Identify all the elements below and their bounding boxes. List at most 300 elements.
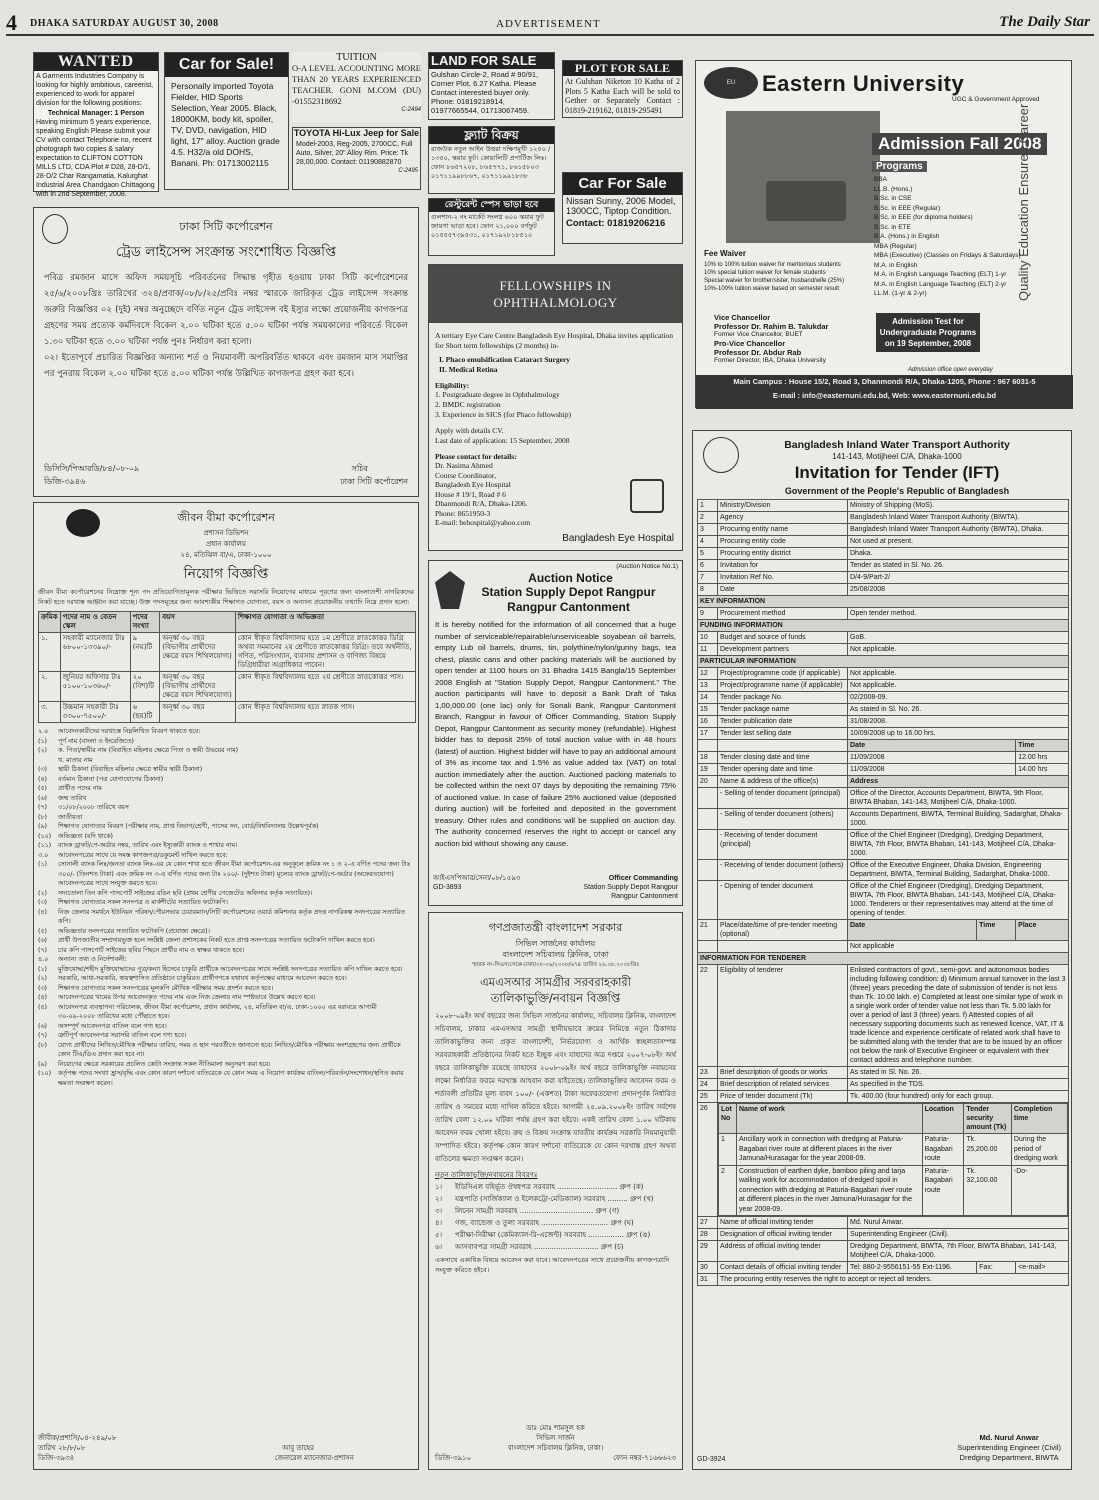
jbc-section-number: (১০) bbox=[38, 832, 52, 840]
auction-ref: আইএসপিআর/সেনা/০৮/১৫৯৩ bbox=[433, 875, 521, 882]
biwta-table-cell: Price of tender document (Tk) bbox=[718, 1091, 848, 1103]
biwta-table-row bbox=[698, 572, 1069, 584]
jbc-section-row bbox=[38, 794, 414, 804]
jbc-section-number: (১) bbox=[38, 737, 47, 745]
biwta-table-cell: 2 bbox=[698, 512, 718, 524]
biwta-table-cell: Eligibility of tenderer bbox=[718, 965, 848, 1067]
biwta-table-cell: 27 bbox=[698, 1217, 718, 1229]
auction-notice bbox=[428, 560, 683, 906]
biwta-table-cell: Time bbox=[977, 920, 1016, 941]
eu-program-item: M.A. in English Language Teaching (ELT) 1-yr bbox=[874, 271, 1007, 278]
eu-program-item: MBA (Regular) bbox=[874, 242, 917, 250]
biwta-table-cell: Not applicable bbox=[848, 941, 1069, 953]
jbc-section-row bbox=[38, 936, 414, 946]
civil-list-item bbox=[435, 1181, 676, 1193]
fellowship-contact-line: E-mail: behospital@yahoo.com bbox=[435, 518, 531, 527]
biwta-table-cell: Tel: 880-2-9556151-55 Ext-1196. bbox=[848, 1262, 977, 1274]
eu-photo-detail bbox=[766, 181, 846, 221]
biwta-table-cell: 30 bbox=[698, 1262, 718, 1274]
biwta-table-cell: 16 bbox=[698, 716, 718, 728]
eu-campus-photo bbox=[726, 111, 880, 243]
fellowship-contact-line: Course Coordinator, bbox=[435, 470, 496, 480]
biwta-table-row bbox=[698, 1079, 1069, 1091]
jbc-table-cell: ৩. bbox=[39, 702, 61, 723]
jbc-section-row bbox=[38, 1031, 414, 1041]
biwta-lot-cell: Tk. 25,200.00 bbox=[964, 1134, 1012, 1166]
biwta-table-cell: 14.00 hrs bbox=[1016, 764, 1069, 776]
biwta-table-cell: 26 bbox=[698, 1103, 718, 1217]
car-sale-2-contact: Contact: 01819206216 bbox=[566, 218, 666, 229]
biwta-table-cell: Not used at present. bbox=[848, 536, 1069, 548]
wanted-details: Having minimum 5 years experience, speaking English Please submit your CV with contact Telephone no, recent photograph two copies & salary expectation to CLIFTON COTTON MILLS LTD, CDA Plot # D28, 28-D/1, 28-D/2 Char Rangamatia, Kalurghat Industrial Area Chandgaon Chittagong with in 2nd September, 2008. bbox=[36, 119, 155, 198]
eu-banner: Admission Fall 2008 bbox=[872, 133, 1047, 155]
jbc-section-text: অন্যান্য তথ্য ও নির্দেশাবলী: bbox=[58, 956, 127, 963]
jbc-section-number: (৯) bbox=[38, 1060, 47, 1068]
toyota-body: Model-2003, Reg-2005, 2700CC, Full Auto, Silver, 20" Alloy Rim. Price: Tk 28,00,000. Contact: 01190882870 bbox=[296, 141, 413, 166]
biwta-lots-cell bbox=[718, 1103, 1069, 1217]
biwta-table-row bbox=[698, 656, 1069, 668]
jbc-section-text: যোগ্য প্রার্থীদের লিখিত/মৌখিক পরীক্ষার তারিখ, সময় ও স্থান পরবর্তীতে জানানো হবে। লিখিত/মৌখিক পরীক্ষায় অংশগ্রহণের জন্য প্রার্থীকে কোন টিএ/ডিএ প্রদান করা হবে না। bbox=[58, 1041, 401, 1058]
biwta-table-row bbox=[698, 764, 1069, 776]
biwta-table-row bbox=[698, 920, 1069, 941]
jbc-section-row bbox=[38, 746, 414, 756]
biwta-table-cell: 23 bbox=[698, 1067, 718, 1079]
jbc-date: তারিখ ২৮/৮/০৮ bbox=[38, 1444, 86, 1452]
dcc-logo bbox=[42, 214, 68, 244]
eu-fee-item: 10%-100% tuition waiver based on semester result bbox=[704, 286, 840, 292]
jbc-header-cell: বয়স bbox=[160, 612, 236, 633]
biwta-table-cell: - Receiving of tender document (principal) bbox=[718, 830, 848, 860]
tuition-body: O-A LEVEL ACCOUNTING MORE THAN 20 YEARS EXPERIENCED TEACHER. GONI M.COM (DU) -01552318692 bbox=[292, 63, 421, 106]
biwta-table-cell: 10/09/2008 up to 16.00 hrs. bbox=[848, 728, 1069, 740]
jbc-section-row bbox=[38, 841, 414, 851]
biwta-lot-cell: Construction of earthen dyke, bamboo piling and tarja walling work for accommodation of dredged spoil in connection with dredging at Paturia-Bagabari river route at different places in the river Jamuna/Hurasagar for the year 2008-09. bbox=[736, 1165, 922, 1216]
jbc-section-text: ব্যাংক ড্রাফট/পে-অর্ডার নম্বর, তারিখ এবং ইস্যুকারী ব্যাংক ও শাখার নাম। bbox=[58, 842, 238, 849]
jbc-table-cell: ২০ (বিশ)টি bbox=[130, 672, 160, 702]
biwta-table-row bbox=[698, 1262, 1069, 1274]
biwta-table-cell: 12.00 hrs bbox=[1016, 752, 1069, 764]
eu-pvc-note: Former Director, IBA, Dhaka University bbox=[714, 357, 826, 364]
jbc-section-row bbox=[38, 851, 414, 861]
jbc-section-row bbox=[38, 1022, 414, 1032]
biwta-table-row bbox=[698, 620, 1069, 632]
biwta-table-cell: Accounts Department, BIWTA, Terminal Building, Sadarghat, Dhaka-1000. bbox=[848, 809, 1069, 830]
biwta-section-heading: FUNDING INFORMATION bbox=[698, 620, 1069, 632]
biwta-table-cell: Ministry of Shipping (MoS). bbox=[848, 500, 1069, 512]
civil-list-item bbox=[435, 1241, 676, 1253]
biwta-lot-cell: 1 bbox=[719, 1134, 737, 1166]
biwta-table-cell: 11/09/2008 bbox=[848, 764, 1016, 776]
biwta-table-cell: Office of the Chief Engineer (Dredging), Dredging Department, BIWTA, 7th Floor, BIWTA Bhaban, 141-143, Motijheel C/A, Dhaka-1000. Tenderers or their representatives may attend at the time of opening of tender. bbox=[848, 881, 1069, 920]
jbc-code: ডিজি-৩৯৩৪ bbox=[38, 1454, 75, 1462]
biwta-table-cell bbox=[698, 740, 718, 752]
biwta-lots-table bbox=[718, 1103, 1068, 1216]
eu-program-item: B.Sc. in CSE bbox=[874, 195, 912, 202]
biwta-table-cell: 1 bbox=[698, 500, 718, 512]
biwta-table-cell: 9 bbox=[698, 608, 718, 620]
biwta-lot-row bbox=[719, 1165, 1068, 1216]
jbc-section-number: (১১) bbox=[38, 842, 52, 849]
car-sale-2-title: Car For Sale bbox=[563, 173, 682, 195]
biwta-table-row bbox=[698, 560, 1069, 572]
issue-date: DHAKA SATURDAY AUGUST 30, 2008 bbox=[30, 18, 219, 29]
jbc-section-number: (৭) bbox=[38, 1032, 48, 1039]
eu-logo: EU bbox=[704, 67, 758, 99]
flat-sale-body: রাজউক নতুন আইন উত্তরা দক্ষিণমুখী ১২৫০ / ১৩৫০, স্কয়ার ফুট। কোয়ালিটি প্রপার্টিজ লিঃ। ফোন ৮৬৫৭২০৮, ৮৬৫৭৭১, ৮৬১৫৮০৩ ০১৭১১৯৯৮৮৬৭, ০১৭১১৯৯১৮৩৮ bbox=[431, 145, 551, 180]
jbc-signer: আবু তাহের bbox=[282, 1444, 314, 1452]
civil-code: ডিজি-৩৯১০ bbox=[435, 1454, 472, 1462]
dcc-code: ডিজি-৩৯৪৬ bbox=[44, 477, 86, 486]
restaurant-title: রেস্টুরেন্ট স্পেস ভাড়া হবে bbox=[429, 199, 554, 212]
biwta-org: Bangladesh Inland Water Transport Authority bbox=[784, 439, 1010, 451]
jbc-table-cell: কোন স্বীকৃত বিশ্ববিদ্যালয় হতে ২য় শ্রেণীতে স্নাতকোত্তর পাস। bbox=[235, 672, 415, 702]
jbc-section-text: জাতীয়তা bbox=[58, 813, 83, 821]
dcc-ref: ডিসিসি/পিআরডি/৮৪/০৮-০৯ bbox=[44, 464, 140, 473]
jbc-section-row bbox=[38, 765, 414, 775]
eu-vc-name: Professor Dr. Rahim B. Talukdar bbox=[714, 322, 829, 331]
biwta-table-cell bbox=[718, 740, 848, 752]
jbc-table-cell: ৯ (নয়)টি bbox=[130, 633, 160, 672]
restaurant-body: গুলশান-২ নং মার্কেট সংলগ্ন ৬০০ স্কয়ার ফুট জায়গা ভাড়া হবে। ফোন ২১,০০০ বর্গফুট ০১৫৫৫৭৩৯৫৩১, ০১৭১৯২৮১৮৫১০ bbox=[431, 213, 544, 239]
biwta-table-cell: 17 bbox=[698, 728, 718, 740]
biwta-table-row bbox=[698, 500, 1069, 512]
jbc-section-row bbox=[38, 803, 414, 813]
jbc-ref: জীবীক/প্রশাসি/০৪-২৪৯/০৮ bbox=[38, 1434, 117, 1442]
jbc-section-row bbox=[38, 1003, 414, 1022]
biwta-table-cell: Not applicable. bbox=[848, 680, 1069, 692]
jbc-table-cell: কোন স্বীকৃত বিশ্ববিদ্যালয় হতে স্নাতক পাস। bbox=[235, 702, 415, 723]
toyota-title: TOYOTA Hi-Lux Jeep for Sale bbox=[293, 128, 420, 138]
jbc-section-number: (৫) bbox=[38, 785, 47, 792]
jbc-section-row bbox=[38, 974, 414, 984]
jbc-section-row bbox=[38, 984, 414, 994]
auction-note: (Auction Notice No.1) bbox=[616, 563, 678, 570]
biwta-table-cell: Brief description of goods or works bbox=[718, 1067, 848, 1079]
fellowship-eligibility-item: 1. Postgraduate degree in Ophthalmology bbox=[435, 390, 560, 399]
jbc-table-cell: ১. bbox=[39, 633, 61, 672]
biwta-table-cell: 13 bbox=[698, 680, 718, 692]
eye-hospital-logo bbox=[630, 479, 664, 513]
jbc-section-row bbox=[38, 993, 414, 1003]
biwta-table-cell: Enlisted contractors of govt., semi-govt. and autonomous bodies including following condition: d) Minimum annual turnover in the last 3 (three) years preceding the date of submission of tender is not less than Tk. 10.00 lakh. e) Completed at least one similar type of work in a single work order of tender value not less than Tk. 5.00 lakh for over a period of last 3 (three) years. f) Attested copies of all necessary supporting documents such as renewed licence, VAT, IT & trade licence and experience certificate of related work shall have to be submitted along with the tender that are to be issued by an officer not below the rank of Executive Engineer or equivalent with their contact address and telephone number. bbox=[848, 965, 1069, 1067]
fellowship-eligibility bbox=[429, 390, 682, 420]
car-sale-2-body: Nissan Sunny, 2006 Model, 1300CC, Tiptop Condition. bbox=[566, 196, 676, 216]
jbc-posts-table bbox=[38, 611, 416, 723]
eu-approval: UGC & Government Approved bbox=[952, 96, 1040, 103]
biwta-table-cell: Place bbox=[1016, 920, 1069, 941]
jbc-org: জীবন বীমা কর্পোরেশন bbox=[177, 511, 275, 524]
biwta-table-row bbox=[698, 548, 1069, 560]
biwta-signer-title: Superintending Engineer (Civil) bbox=[957, 1443, 1061, 1452]
biwta-table-cell: Procurement method bbox=[718, 608, 848, 620]
jbc-section-row bbox=[38, 898, 414, 908]
biwta-title: Invitation for Tender (IFT) bbox=[794, 463, 1000, 482]
biwta-table-cell: Date bbox=[718, 584, 848, 596]
biwta-table-cell: 31/08/2008. bbox=[848, 716, 1069, 728]
biwta-table-cell: As stated in Sl. No. 26. bbox=[848, 704, 1069, 716]
eu-program-item: BBA bbox=[874, 176, 888, 183]
biwta-table-cell: Tender publication date bbox=[718, 716, 848, 728]
jbc-table-cell: উচ্চমান সহকারী টাঃ ৩৩০০-৭৫০০/- bbox=[60, 702, 130, 723]
biwta-table-cell: D/4-9/Part-2/ bbox=[848, 572, 1069, 584]
civil-list-item bbox=[435, 1193, 676, 1205]
biwta-table-cell: Brief description of related services bbox=[718, 1079, 848, 1091]
fellowship-eligibility-item: 2. BMDC registration bbox=[435, 400, 501, 409]
eu-programs-items bbox=[874, 175, 1022, 299]
fellowship-contact-line: Dhanmondi R/A, Dhaka-1206. bbox=[435, 499, 528, 508]
biwta-table-cell: As stated in Sl. No. 26. bbox=[848, 1067, 1069, 1079]
biwta-table-cell: 3 bbox=[698, 524, 718, 536]
eu-program-item: B.A. (Hons.) in English bbox=[874, 233, 940, 240]
car-sale-ad bbox=[164, 52, 289, 190]
fellowship-last-date: Last date of application: 15 September, 2008 bbox=[435, 436, 570, 445]
civil-item-text: ইডিসিএল বহির্ভূত ঔষধপত্র সরবরাহ ........................... গ্রুপ (ক) bbox=[455, 1183, 644, 1191]
jbc-section-row bbox=[38, 784, 414, 794]
biwta-table-cell: - Selling of tender document (principal) bbox=[718, 788, 848, 809]
fellowship-intro: A tertiary Eye Care Centre Bangladesh Eye Hospital, Dhaka invites application for Short term fellowships (2 months) in- bbox=[435, 331, 674, 350]
eu-program-item: LL.B. (Hons.) bbox=[874, 185, 913, 193]
biwta-table-cell: - Opening of tender document bbox=[718, 881, 848, 920]
jbc-table-cell: ৬ (ছয়)টি bbox=[130, 702, 160, 723]
biwta-table-cell: Place/date/time of pre-tender meeting (optional) bbox=[718, 920, 848, 941]
civil-list-item bbox=[435, 1205, 676, 1217]
eu-footer bbox=[696, 375, 1073, 409]
jbc-section-number: (১) bbox=[38, 965, 47, 973]
eu-admission-test: Admission Test for Undergraduate Programs on 19 September, 2008 bbox=[876, 313, 980, 352]
fellowship-logo-text: Bangladesh Eye Hospital bbox=[562, 533, 674, 544]
biwta-table-cell: Budget and source of funds bbox=[718, 632, 848, 644]
biwta-table-cell: <e-mail> bbox=[1016, 1262, 1069, 1274]
dcc-footer bbox=[44, 462, 408, 488]
eu-fee-list bbox=[704, 261, 862, 293]
auction-title: Auction Notice bbox=[528, 571, 613, 585]
civil-item-text: আসবাবপত্র সামগ্রী সরবরাহ ............................. গ্রুপ (চ) bbox=[455, 1243, 624, 1251]
jbc-signer-title: জেনারেল ম্যানেজার-প্রশাসন bbox=[274, 1454, 354, 1462]
biwta-table-row bbox=[698, 692, 1069, 704]
flat-sale-title: ফ্ল্যাট বিক্রয় bbox=[429, 127, 554, 144]
jbc-section-number: ২.০ bbox=[38, 728, 49, 735]
jbc-section-number: (১০) bbox=[38, 1070, 52, 1077]
jbc-table-row bbox=[39, 702, 416, 723]
biwta-table-cell: Tender closing date and time bbox=[718, 752, 848, 764]
tuition-code: C-2494 bbox=[401, 107, 421, 113]
civil-item-text: গজ, ব্যান্ডেজ ও তুলা সরবরাহ .............................. গ্রুপ (ঘ) bbox=[455, 1219, 634, 1227]
biwta-table-cell: The procuring entity reserves the right to accept or reject all tenders. bbox=[718, 1274, 1069, 1286]
eu-name: Eastern University bbox=[762, 71, 965, 96]
jbc-notice bbox=[33, 502, 419, 1470]
auction-footer bbox=[433, 874, 678, 901]
biwta-table-cell: Address of official inviting tender bbox=[718, 1241, 848, 1262]
biwta-table-row bbox=[698, 1229, 1069, 1241]
jbc-section-text: নিয়োগের ক্ষেত্রে সরকারের প্রচলিত কোটা সংক্রান্ত সকল নীতিমালা অনুসরণ করা হবে। bbox=[58, 1060, 271, 1068]
jbc-header-cell: ক্রমিক bbox=[39, 612, 61, 633]
biwta-table-cell: Contact details of official inviting tender bbox=[718, 1262, 848, 1274]
biwta-table-cell: Invitation for bbox=[718, 560, 848, 572]
biwta-table-cell: - Selling of tender document (others) bbox=[718, 809, 848, 830]
biwta-lot-header-cell: Name of work bbox=[736, 1104, 922, 1134]
biwta-table-cell: Dhaka. bbox=[848, 548, 1069, 560]
jbc-section-row bbox=[38, 889, 414, 899]
biwta-gov: Government of the People's Republic of Bangladesh bbox=[784, 486, 1010, 496]
biwta-table-cell: Not applicable. bbox=[848, 668, 1069, 680]
eu-officials bbox=[714, 313, 874, 365]
biwta-lot-header-cell: Location bbox=[922, 1104, 964, 1134]
civil-phone: ফোন নম্বর-৭১৬৬৬২৩ bbox=[613, 1454, 676, 1462]
biwta-table-row bbox=[698, 953, 1069, 965]
jbc-table-cell: জুনিয়র অফিসার টাঃ ৫১০০-১০৩৬০/- bbox=[60, 672, 130, 702]
civil-signer-title: সিভিল সার্জন bbox=[536, 1434, 575, 1442]
eu-fee-title: Fee Waiver bbox=[704, 249, 746, 258]
biwta-table-cell: Fax: bbox=[977, 1262, 1016, 1274]
fellowship-contact-line: Phone: 8651950-3 bbox=[435, 508, 491, 518]
fellowship-item: I. Phaco emulsification Cataract Surgery bbox=[439, 355, 571, 364]
jbc-dept: প্রশাসন ডিভিশন bbox=[203, 529, 249, 537]
biwta-table-cell: 29 bbox=[698, 1241, 718, 1262]
eastern-university-ad bbox=[695, 60, 1072, 408]
jbc-section-text: অভিজ্ঞতার সনদপত্রের সত্যায়িত ফটোকপি (প্রযোজ্য ক্ষেত্রে)। bbox=[58, 927, 210, 935]
jbc-section-number: (৫) bbox=[38, 1003, 47, 1011]
jbc-section-text: ৩১/০৮/২০০৮ তারিখে বয়স bbox=[58, 804, 129, 811]
biwta-table-cell: 25/08/2008 bbox=[848, 584, 1069, 596]
biwta-lot-cell: Paturia-Bagabari route bbox=[922, 1165, 964, 1216]
jbc-section-text: প্রার্থী উপজাতীয় সম্প্রদায়ভুক্ত হলে সংশ্লিষ্ট জেলা প্রশাসকের নিকট হতে প্রাপ্ত সনদপত্রের সত্যায়িত ফটোকপি দাখিল করতে হবে। bbox=[58, 937, 375, 944]
jbc-section-text: মুক্তিযোদ্ধা/শহীদ মুক্তিযোদ্ধাদের পুত্র/কন্যা হিসেবে চাকুরি প্রার্থীকে আবেদনপত্রের সাথে সংশ্লিষ্ট সনদপত্রের সত্যায়িত কপি দাখিল করতে হবে। bbox=[58, 965, 403, 973]
biwta-table-cell: 28 bbox=[698, 1229, 718, 1241]
biwta-table-cell: 25 bbox=[698, 1091, 718, 1103]
jbc-header-cell: পদের নাম ও বেতন স্কেল bbox=[60, 612, 130, 633]
jbc-section-number: ৪.০ bbox=[38, 956, 49, 963]
jbc-section-row bbox=[38, 775, 414, 785]
biwta-table-cell: 14 bbox=[698, 692, 718, 704]
biwta-table-cell: Tender package No. bbox=[718, 692, 848, 704]
section-name: ADVERTISEMENT bbox=[496, 18, 601, 30]
eu-program-item: B.Sc. in EEE (for diploma holders) bbox=[874, 214, 973, 221]
jbc-section-row bbox=[38, 965, 414, 975]
biwta-table-row bbox=[698, 881, 1069, 920]
biwta-table-cell: 8 bbox=[698, 584, 718, 596]
page-number: 4 bbox=[6, 10, 17, 35]
restaurant-ad bbox=[428, 198, 555, 256]
biwta-lot-header-cell: Lot No bbox=[719, 1104, 737, 1134]
jbc-section-text: প্রার্থীত পদের নাম bbox=[58, 785, 102, 792]
biwta-table-cell: Time bbox=[1016, 740, 1069, 752]
masthead bbox=[6, 10, 1094, 36]
fellowship-contact-line: Bangladesh Eye Hospital bbox=[435, 480, 511, 489]
biwta-table-row bbox=[698, 584, 1069, 596]
auction-subtitle: Station Supply Depot Rangpur Rangpur Cantonment bbox=[481, 585, 656, 614]
biwta-table-row bbox=[698, 728, 1069, 740]
biwta-table-row bbox=[698, 860, 1069, 881]
jbc-section-text: অভিজ্ঞতা (যদি থাকে) bbox=[58, 832, 114, 840]
wanted-body: A Garments Industries Company is looking for highly ambitious, careerist, experienced to work for apparel division for the following positions: bbox=[36, 73, 154, 107]
biwta-table-cell: 11 bbox=[698, 644, 718, 656]
biwta-table-row bbox=[698, 536, 1069, 548]
biwta-lot-cell: Paturia-Bagabari route bbox=[922, 1134, 964, 1166]
biwta-ift-table bbox=[697, 499, 1069, 1286]
dcc-sign-title: সচিব bbox=[351, 464, 368, 473]
civil-item-text: পরীক্ষা-নিরীক্ষা (কেমিক্যাল-রি-এজেন্ট) সরবরাহ ................ গ্রুপ (ঙ) bbox=[455, 1231, 651, 1239]
biwta-table-row bbox=[698, 644, 1069, 656]
jbc-section-number: (৯) bbox=[38, 823, 47, 830]
biwta-table-row bbox=[698, 740, 1069, 752]
jbc-section-number: (৩) bbox=[38, 984, 48, 992]
biwta-table-cell: Name of official inviting tender bbox=[718, 1217, 848, 1229]
car-sale-2-ad bbox=[562, 172, 683, 244]
wanted-position: Technical Manager: 1 Person bbox=[47, 110, 145, 117]
biwta-table-cell: 5 bbox=[698, 548, 718, 560]
jbc-section-text: চার কপি পাসপোর্ট সাইজের ছবির পিছনে প্রার্থীর নাম ও স্বাক্ষর থাকতে হবে। bbox=[58, 946, 245, 954]
civil-body: ২০০৮-০৯ইং অর্থ বছরের জন্য সিভিল সার্জনের কার্যালয়, সচিবালয় ক্লিনিক, বাংলাদেশ সচিবালয়, ঢাকার এমএসআর সামগ্রী স্থানীয়ভাবে ক্রয়ের নিমিত্তে নতুন ঠিকাদার তালিকাভুক্তির জন্য প্রকৃত বাংলাদেশী, নির্ভরযোগ্য ও আর্থিক স্বচ্ছলতাসম্পন্ন সরবরাহকারী প্রতিষ্ঠানের নিকট হতে ইচ্ছুক এবং যাহাদের অত্র দপ্তরে ২০০৭-০৮ইং অর্থ বছরে তালিকাভুক্তি রয়েছে তাহাদের ২০০৮-০৯ইং অর্থ বছরে তালিকাভুক্তি নবায়নের লক্ষ্যে নির্ধারিত ফরমে দরখাস্ত আহবান করা যাইতেছে। তালিকাভুক্তির আবেদন ফরম ও শর্তাবলী প্রতিটির মূল্য বাবদ ১০০/- (একশত) টাকা অফেরতযোগ্য প্রদানপূর্বক নির্ধারিত তারিখ ও সময়ের মধ্যে দাখিল করিতে হইবে। আগামী ২৫.০৯.২০০৮ইং তারিখ সর্বশেষ তারিখ বেলা ১২.০০ ঘটিকা পর্যন্ত গ্রহণ করা হইবে। একই তারিখ বেলা ১.০০ ঘটিকায় আবেদন ফরম খোলা হইবে। ক্রয় ও বিক্রয় সংক্রান্ত যাবতীয় কার্যক্রম সরকারি নিয়মানুযায়ী সম্পাদিত হইবে। কর্তৃপক্ষ কোন কারণ দর্শানো ব্যতিরেকে যে কোন দরখাস্ত গ্রহণ অথবা বাতিলের ক্ষমতা সংরক্ষণ করেন। bbox=[435, 1012, 676, 1163]
land-sale-body: Gulshan Circle-2, Road # 90/91, Corner Plot, 6.27 Katha. Please Contact interested buyer only. Phone: 01819218914, 01977665544, 01713067459. bbox=[431, 70, 539, 115]
biwta-table-cell bbox=[698, 941, 718, 953]
jbc-table-row bbox=[39, 633, 416, 672]
biwta-table-row bbox=[698, 830, 1069, 860]
biwta-table-cell: Procuring entity district bbox=[718, 548, 848, 560]
biwta-table-cell: Tender as stated in Sl. No. 26. bbox=[848, 560, 1069, 572]
jbc-title: নিয়োগ বিজ্ঞপ্তি bbox=[183, 566, 269, 582]
dcc-notice bbox=[33, 207, 419, 497]
biwta-table-row bbox=[698, 512, 1069, 524]
civil-items bbox=[429, 1181, 682, 1253]
jbc-section-row bbox=[38, 727, 414, 737]
biwta-table-cell: Office of the Chief Engineer (Dredging), Dredging Department, BIWTA, 7th Floor, BIWTA Bhaban, 141-143, Motijheel C/A, Dhaka-1000. bbox=[848, 830, 1069, 860]
civil-title-2: তালিকাভুক্তি/নবায়ন বিজ্ঞপ্তি bbox=[490, 991, 621, 1005]
civil-item-number: ১। bbox=[435, 1183, 443, 1191]
jbc-section-number: (৬) bbox=[38, 937, 48, 944]
biwta-table-row bbox=[698, 1217, 1069, 1229]
car-sale-body: Personally imported Toyota Fielder, HID Sports Selection, Year 2005. Black, 18000KM, body kit, spoiler, TV, DVD, navigation, HID light, 17" alloy. Auction grade 4.5. H32/a old DOHS, Banani. Ph: 01713002115 bbox=[171, 81, 280, 168]
biwta-table-row bbox=[698, 668, 1069, 680]
jbc-address: ২৪, মতিঝিল বা/এ, ঢাকা-১০০০ bbox=[180, 551, 272, 559]
civil-item-number: ৪। bbox=[435, 1219, 443, 1227]
biwta-table-cell: 7 bbox=[698, 572, 718, 584]
fellowship-apply: Apply with details CV. bbox=[435, 426, 504, 435]
civil-list-item bbox=[435, 1229, 676, 1241]
biwta-table-cell: Superintending Engineer (Civil). bbox=[848, 1229, 1069, 1241]
civil-item-number: ৬। bbox=[435, 1243, 443, 1251]
eu-vc-title: Vice Chancellor bbox=[714, 313, 771, 322]
biwta-table-cell: Office of the Executive Engineer, Dhaka Division, Engineering Department, BIWTA, Terminal Building, Sadarghat, Dhaka-1000. bbox=[848, 860, 1069, 881]
jbc-section-number: (৬) bbox=[38, 794, 48, 802]
jbc-table-cell: ২. bbox=[39, 672, 61, 702]
biwta-table-row bbox=[698, 752, 1069, 764]
biwta-table-row bbox=[698, 809, 1069, 830]
eu-program-item: LL.M. (1-yr & 2-yr) bbox=[874, 290, 927, 297]
civil-footer bbox=[435, 1423, 676, 1463]
biwta-table-cell: 15 bbox=[698, 704, 718, 716]
civil-surgeon-notice bbox=[428, 912, 683, 1470]
biwta-table-cell: 12 bbox=[698, 668, 718, 680]
biwta-table-row bbox=[698, 965, 1069, 1067]
jbc-section-number: (২) bbox=[38, 889, 48, 897]
biwta-table-cell: Dredging Department, BIWTA, 7th Floor, BIWTA Bhaban, 141-143, Motijheel C/A, Dhaka-1000. bbox=[848, 1241, 1069, 1262]
biwta-signer: Md. Nurul Anwar bbox=[979, 1433, 1039, 1442]
car-sale-title: Car for Sale! bbox=[165, 53, 288, 77]
jbc-section-number: (২) bbox=[38, 975, 48, 982]
land-sale-title: LAND FOR SALE bbox=[429, 53, 554, 69]
biwta-table-cell: Date bbox=[848, 740, 1016, 752]
jbc-header-cell: শিক্ষাগত যোগ্যতা ও অভিজ্ঞতা bbox=[235, 612, 415, 633]
jbc-section-row bbox=[38, 756, 414, 766]
biwta-table-cell: Tender opening date and time bbox=[718, 764, 848, 776]
eu-campus-address: Main Campus : House 15/2, Road 3, Dhanmondi R/A, Dhaka-1205, Phone : 967 6031-5 bbox=[733, 377, 1036, 386]
biwta-table-row bbox=[698, 596, 1069, 608]
biwta-lot-header-cell: Tender security amount (Tk) bbox=[964, 1104, 1012, 1134]
jbc-section-row bbox=[38, 946, 414, 956]
biwta-lot-cell: Tk. 32,100.00 bbox=[964, 1165, 1012, 1216]
eu-program-item: B.Sc. in ETE bbox=[874, 223, 911, 231]
toyota-ad bbox=[292, 127, 421, 190]
